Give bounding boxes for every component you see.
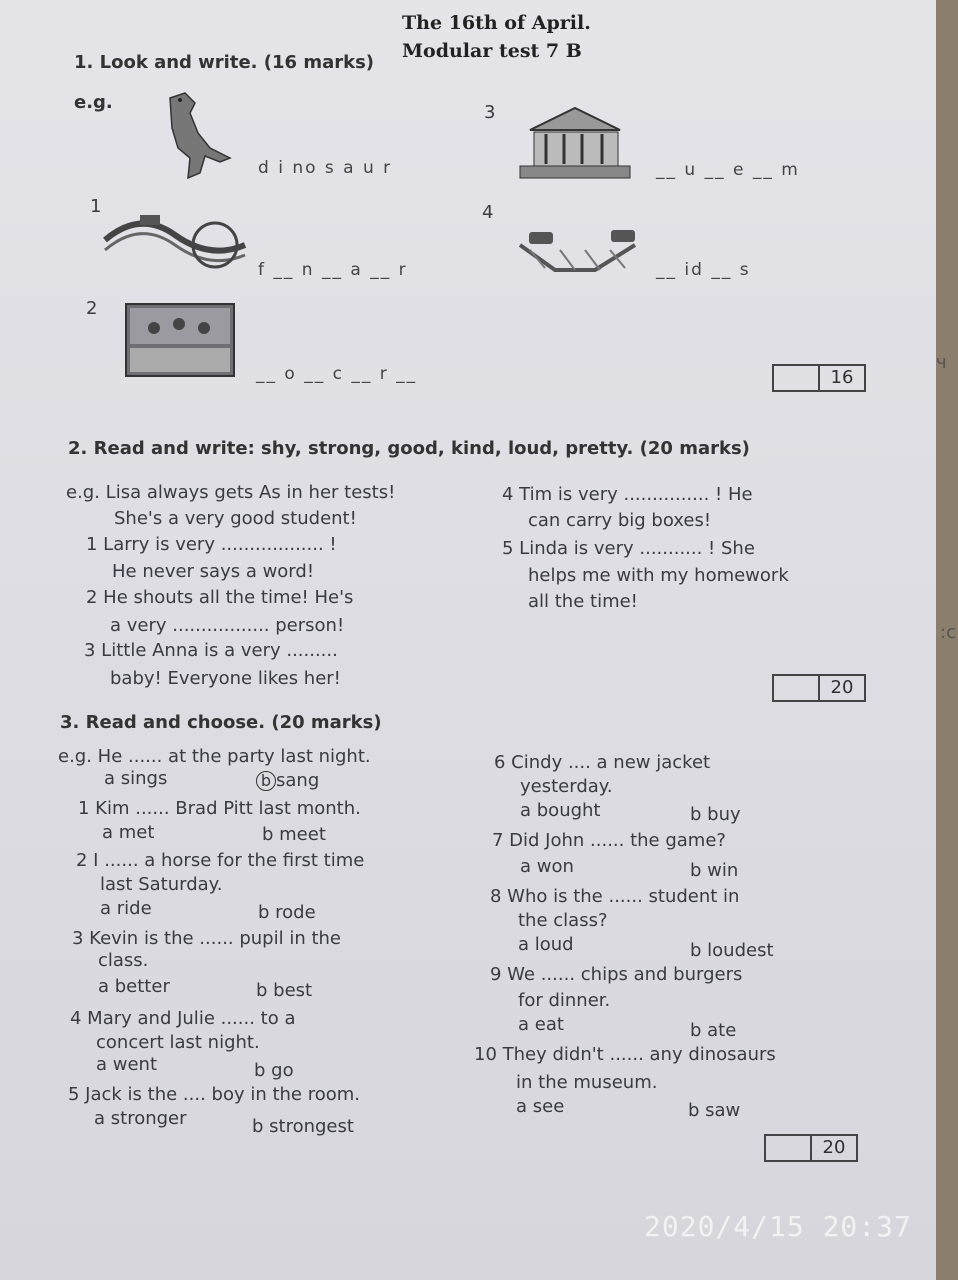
answer-1: f __ n __ a __ r xyxy=(258,260,408,280)
edge-mark: ч xyxy=(936,352,947,373)
option-b: b rode xyxy=(258,902,316,923)
option-b: b win xyxy=(690,860,739,881)
option-a: a eat xyxy=(518,1014,564,1035)
exercise-line: 4 Tim is very ............... ! He xyxy=(502,484,753,505)
question-text: class. xyxy=(98,950,149,971)
question-text: 7 Did John ...... the game? xyxy=(492,830,726,851)
rides-picture xyxy=(515,220,640,278)
score-box-section3 xyxy=(764,1134,858,1162)
exercise-line: e.g. Lisa always gets As in her tests! xyxy=(66,482,396,503)
section2-heading: 2. Read and write: shy, strong, good, kind, loud, pretty. (20 marks) xyxy=(68,438,750,459)
score-value: 20 xyxy=(822,1137,846,1158)
question-text: concert last night. xyxy=(96,1032,260,1053)
edge-mark: :c xyxy=(940,622,956,643)
option-b: b best xyxy=(256,980,313,1001)
exercise-line: 5 Linda is very ........... ! She xyxy=(502,538,755,559)
answer-4: __ id __ s xyxy=(656,260,751,280)
option-a: a better xyxy=(98,976,170,997)
date-title: The 16th of April. xyxy=(402,12,591,34)
question-text: 4 Mary and Julie ...... to a xyxy=(70,1008,296,1029)
item-number: 1 xyxy=(90,196,102,217)
photo-timestamp: 2020/4/15 20:37 xyxy=(644,1210,912,1243)
exercise-line: baby! Everyone likes her! xyxy=(110,668,341,689)
option-b: b sang xyxy=(256,770,319,791)
score-box-section2 xyxy=(772,674,866,702)
option-b: b buy xyxy=(690,804,741,825)
exercise-line: He never says a word! xyxy=(112,561,315,582)
option-b: b meet xyxy=(262,824,326,845)
question-text: e.g. He ...... at the party last night. xyxy=(58,746,371,767)
dinosaur-picture xyxy=(150,88,240,184)
exercise-line: can carry big boxes! xyxy=(528,510,712,531)
question-text: 3 Kevin is the ...... pupil in the xyxy=(72,928,342,949)
option-a: a sings xyxy=(104,768,168,789)
option-a: a bought xyxy=(520,800,601,821)
option-a: a loud xyxy=(518,934,574,955)
section3-heading: 3. Read and choose. (20 marks) xyxy=(60,712,382,733)
option-a: a won xyxy=(520,856,574,877)
question-text: last Saturday. xyxy=(100,874,223,895)
question-text: 1 Kim ...... Brad Pitt last month. xyxy=(78,798,361,819)
score-box-section1 xyxy=(772,364,866,392)
option-a: a see xyxy=(516,1096,565,1117)
exercise-line: helps me with my homework xyxy=(528,565,789,586)
section1-heading: 1. Look and write. (16 marks) xyxy=(74,52,375,73)
question-text: 2 I ...... a horse for the first time xyxy=(76,850,365,871)
question-text: yesterday. xyxy=(520,776,613,797)
question-text: 5 Jack is the .... boy in the room. xyxy=(68,1084,361,1105)
option-b: b loudest xyxy=(690,940,774,961)
question-text: for dinner. xyxy=(518,990,611,1011)
concert-picture xyxy=(124,302,236,378)
item-number: 4 xyxy=(482,202,494,223)
question-text: 10 They didn't ...... any dinosaurs xyxy=(474,1044,776,1065)
score-value: 20 xyxy=(830,677,854,698)
option-b: b ate xyxy=(690,1020,737,1041)
item-number: 2 xyxy=(86,298,98,319)
option-b: b strongest xyxy=(252,1116,354,1137)
question-text: in the museum. xyxy=(516,1072,658,1093)
test-title: Modular test 7 B xyxy=(402,40,582,62)
score-value: 16 xyxy=(830,367,854,388)
option-a: a ride xyxy=(100,898,152,919)
option-b: b saw xyxy=(688,1100,741,1121)
option-b: b go xyxy=(254,1060,294,1081)
option-a: a met xyxy=(102,822,155,843)
example-word: d i no s a u r xyxy=(258,158,393,178)
circled-answer: b xyxy=(256,771,276,791)
exercise-line: 2 He shouts all the time! He's xyxy=(86,587,354,608)
exercise-line: a very ................. person! xyxy=(110,615,345,636)
question-text: the class? xyxy=(518,910,608,931)
answer-2: __ o __ c __ r __ xyxy=(256,364,418,384)
eg-label: e.g. xyxy=(74,92,113,113)
exercise-line: 1 Larry is very .................. ! xyxy=(86,534,337,555)
question-text: 6 Cindy .... a new jacket xyxy=(494,752,711,773)
question-text: 8 Who is the ...... student in xyxy=(490,886,740,907)
question-text: 9 We ...... chips and burgers xyxy=(490,964,743,985)
funfair-picture xyxy=(100,205,250,275)
option-a: a stronger xyxy=(94,1108,187,1129)
option-a: a went xyxy=(96,1054,158,1075)
exercise-line: 3 Little Anna is a very ......... xyxy=(84,640,338,661)
answer-3: __ u __ e __ m xyxy=(656,160,800,180)
exercise-line: all the time! xyxy=(528,591,638,612)
museum-picture xyxy=(510,100,635,182)
item-number: 3 xyxy=(484,102,496,123)
exercise-line: She's a very good student! xyxy=(114,508,357,529)
